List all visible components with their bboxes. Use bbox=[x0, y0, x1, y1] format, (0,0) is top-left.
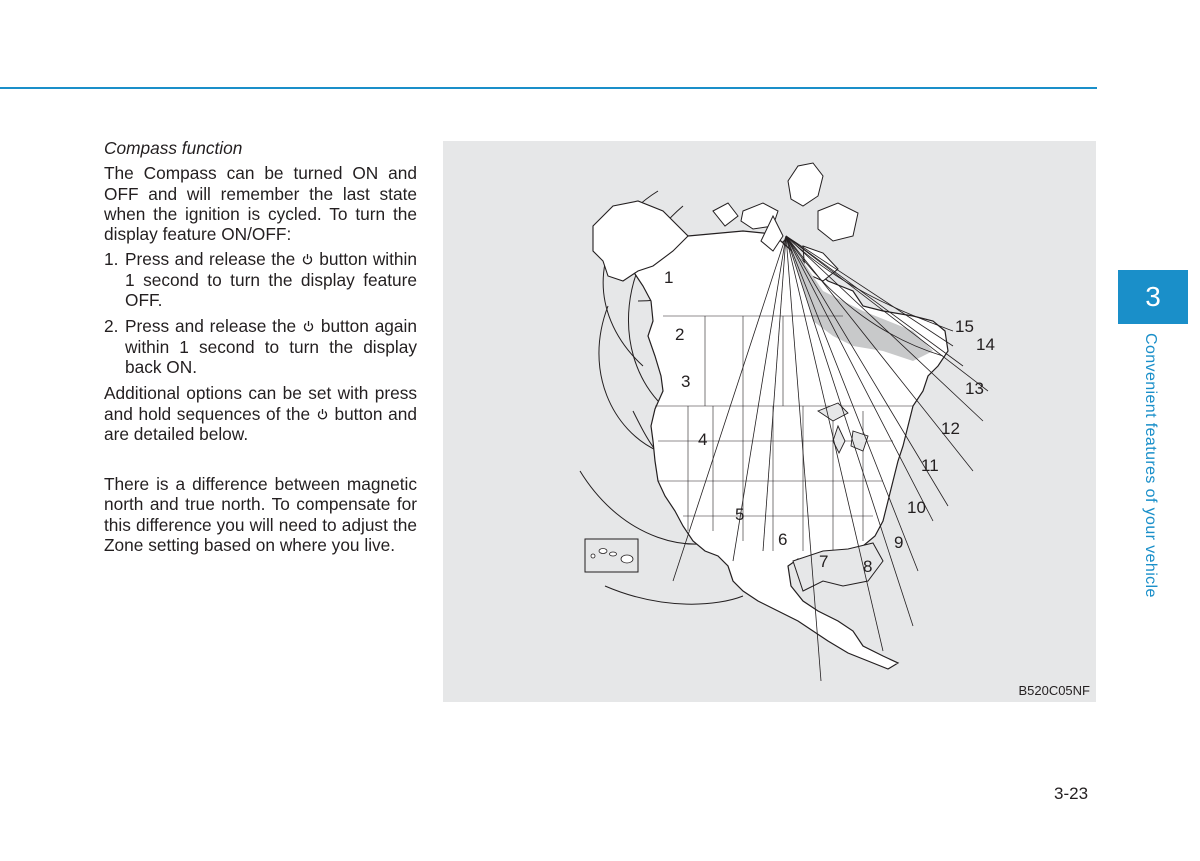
page-number: 3-23 bbox=[1054, 784, 1089, 803]
chapter-tab: 3 bbox=[1118, 270, 1188, 324]
step-text-before: Press and release the bbox=[125, 316, 297, 337]
additional-text-after: button and are detailed below. bbox=[104, 403, 417, 444]
step-text-after: button within 1 second to turn the display feature OFF. bbox=[125, 249, 417, 311]
zone-label: 2 bbox=[675, 325, 685, 344]
step-2 bbox=[104, 316, 417, 377]
step-number: 1. bbox=[104, 249, 119, 270]
zone-label: 8 bbox=[863, 557, 873, 576]
zone-label: 15 bbox=[955, 317, 974, 336]
compass-zone-figure bbox=[443, 141, 1096, 702]
text-column bbox=[104, 138, 417, 555]
power-button-icon bbox=[303, 320, 314, 333]
north-america-map-icon bbox=[443, 141, 1096, 702]
zone-label: 1 bbox=[664, 268, 674, 287]
difference-paragraph: There is a difference between magnetic north and true north. To compensate for this difference you will need to adjust the Zone setting based on where you live. bbox=[104, 474, 417, 556]
zone-label: 13 bbox=[965, 379, 984, 398]
zone-label: 4 bbox=[698, 430, 708, 449]
chapter-side-label bbox=[1138, 333, 1162, 623]
zone-label: 6 bbox=[778, 530, 788, 549]
steps-list bbox=[104, 249, 417, 377]
header-rule bbox=[0, 87, 1097, 89]
figure-code: B520C05NF bbox=[1018, 683, 1090, 698]
step-1 bbox=[104, 249, 417, 310]
zone-label: 5 bbox=[735, 505, 745, 524]
power-button-icon bbox=[317, 408, 328, 421]
section-title: Compass function bbox=[104, 138, 243, 158]
zone-label: 11 bbox=[921, 456, 939, 475]
zone-label: 7 bbox=[819, 552, 829, 571]
additional-paragraph bbox=[104, 383, 417, 444]
hawaii-inset-icon bbox=[585, 539, 638, 572]
additional-text-before: Additional options can be set with press and hold sequences of the bbox=[104, 383, 417, 424]
power-button-icon bbox=[302, 253, 313, 266]
step-text-after: button again within 1 second to turn the display back ON. bbox=[125, 316, 417, 377]
zone-label: 10 bbox=[907, 498, 926, 517]
step-number: 2. bbox=[104, 316, 119, 337]
step-text-before: Press and release the bbox=[125, 249, 296, 270]
chapter-title: Convenient features of your vehicle bbox=[1142, 333, 1159, 598]
zone-label: 3 bbox=[681, 372, 691, 391]
intro-paragraph: The Compass can be turned ON and OFF and will remember the last state when the ignition is cycled. To turn the display feature ON/OFF: bbox=[104, 163, 417, 245]
zone-label: 9 bbox=[894, 533, 904, 552]
zone-label: 14 bbox=[976, 335, 995, 354]
zone-label: 12 bbox=[941, 419, 960, 438]
